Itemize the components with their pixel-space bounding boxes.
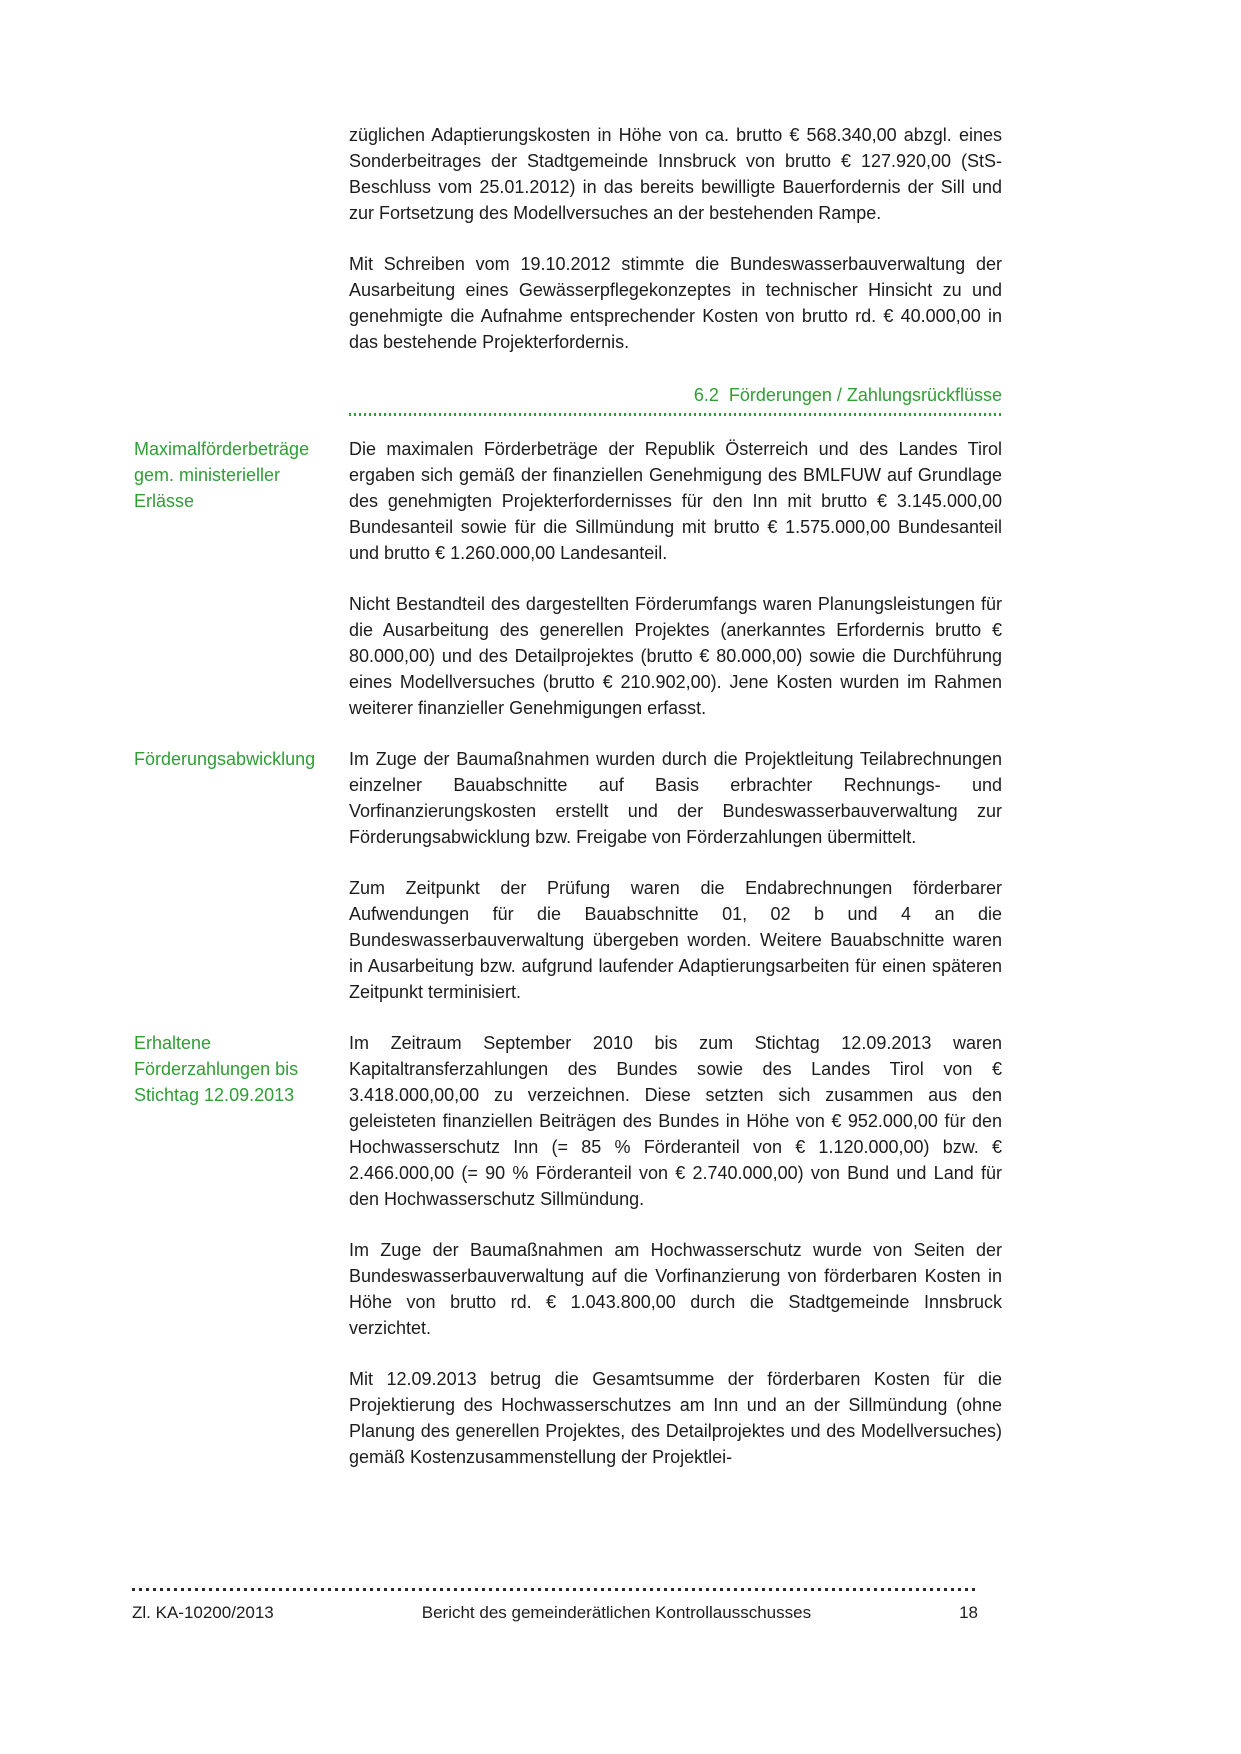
section-heading-text: 6.2 Förderungen / Zahlungsrückflüsse: [693, 385, 1002, 405]
content-row: [134, 1030, 1002, 1237]
margin-label-maximalfoerderbetraege: Maximalförderbeträge gem. ministerieller Erlässe: [134, 439, 310, 511]
content-row: [134, 380, 1002, 436]
footer-title: Bericht des gemeinderätlichen Kontrollausschusses: [421, 1603, 812, 1622]
footer-divider: [132, 1588, 978, 1591]
section-heading-underline: [349, 413, 1002, 416]
page-body: [134, 122, 1002, 1495]
content-row: [134, 591, 1002, 746]
paragraph: Die maximalen Förderbeträge der Republik Österreich und des Landes Tirol ergaben sich gemäß der finanziellen Genehmigung des BMLFUW auf Grundlage des genehmigten Projekterfordernisses für den Inn mit brutto € 3.145.000,00 Bundesanteil sowie für die Sillmündung mit brutto € 1.575.000,00 Bundesanteil und brutto € 1.260.000,00 Landesanteil.: [349, 439, 1002, 563]
section-heading: [349, 382, 1002, 416]
content-row: [134, 122, 1002, 251]
content-row: [134, 875, 1002, 1030]
paragraph: Im Zuge der Baumaßnahmen am Hochwasserschutz wurde von Seiten der Bundeswasserbauverwaltung auf die Vorfinanzierung von förderbaren Kosten in Höhe von brutto rd. € 1.043.800,00 durch die Stadtgemeinde Innsbruck verzichtet.: [349, 1240, 1002, 1338]
content-row: [134, 251, 1002, 380]
paragraph: Im Zeitraum September 2010 bis zum Stichtag 12.09.2013 waren Kapitaltransferzahlungen des Bundes sowie des Landes Tirol von € 3.418.000,00,00 zu verzeichnen. Diese setzten sich zusammen aus den geleisteten finanziellen Beiträgen des Bundes in Höhe von € 952.000,00 für den Hochwasserschutz Inn (= 85 % Förderanteil von € 1.120.000,00) bzw. € 2.466.000,00 (= 90 % Förderanteil von € 2.740.000,00) von Bund und Land für den Hochwasserschutz Sillmündung.: [349, 1033, 1002, 1209]
footer-reference: Zl. KA-10200/2013: [132, 1603, 274, 1622]
paragraph: Mit Schreiben vom 19.10.2012 stimmte die Bundeswasserbauverwaltung der Ausarbeitung eines Gewässerpflegekonzeptes in technischer Hinsicht zu und genehmigte die Aufnahme entsprechender Kosten von brutto rd. € 40.000,00 in das bestehende Projekterfordernis.: [349, 254, 1002, 352]
margin-label-foerderungsabwicklung: Förderungsabwicklung: [134, 749, 316, 769]
content-row: [134, 1237, 1002, 1366]
paragraph: Nicht Bestandteil des dargestellten Förderumfangs waren Planungsleistungen für die Ausarbeitung des generellen Projektes (anerkanntes Erfordernis brutto € 80.000,00) und des Detailprojektes (brutto € 80.000,00) sowie die Durchführung eines Modellversuches (brutto € 210.902,00). Jene Kosten wurden im Rahmen weiterer finanzieller Genehmigungen erfasst.: [349, 594, 1002, 718]
footer-page-number: 18: [959, 1603, 978, 1622]
paragraph: Zum Zeitpunkt der Prüfung waren die Endabrechnungen förderbarer Aufwendungen für die Bauabschnitte 01, 02 b und 4 an die Bundeswasserbauverwaltung übergeben worden. Weitere Bauabschnitte waren in Ausarbeitung bzw. aufgrund laufender Adaptierungsarbeiten für einen späteren Zeitpunkt terminisiert.: [349, 878, 1002, 1002]
paragraph: züglichen Adaptierungskosten in Höhe von ca. brutto € 568.340,00 abzgl. eines Sonderbeitrages der Stadtgemeinde Innsbruck von brutto € 127.920,00 (StS-Beschluss vom 25.01.2012) in das bereits bewilligte Bauerfordernis der Sill und zur Fortsetzung des Modellversuches an der bestehenden Rampe.: [349, 125, 1002, 223]
content-row: [134, 1366, 1002, 1495]
page-footer: [132, 1588, 978, 1625]
content-row: [134, 746, 1002, 875]
content-row: [134, 436, 1002, 591]
paragraph: Mit 12.09.2013 betrug die Gesamtsumme der förderbaren Kosten für die Projektierung des Hochwasserschutzes am Inn und an der Sillmündung (ohne Planung des generellen Projektes, des Detailprojektes und des Modellversuches) gemäß Kostenzusammenstellung der Projektlei-: [349, 1369, 1002, 1467]
margin-label-erhaltene-foerderzahlungen: Erhaltene Förderzahlungen bis Stichtag 12.09.2013: [134, 1033, 299, 1105]
paragraph: Im Zuge der Baumaßnahmen wurden durch die Projektleitung Teilabrechnungen einzelner Bauabschnitte auf Basis erbrachter Rechnungs- und Vorfinanzierungskosten erstellt und der Bundeswasserbauverwaltung zur Förderungsabwicklung bzw. Freigabe von Förderzahlungen übermittelt.: [349, 749, 1002, 847]
